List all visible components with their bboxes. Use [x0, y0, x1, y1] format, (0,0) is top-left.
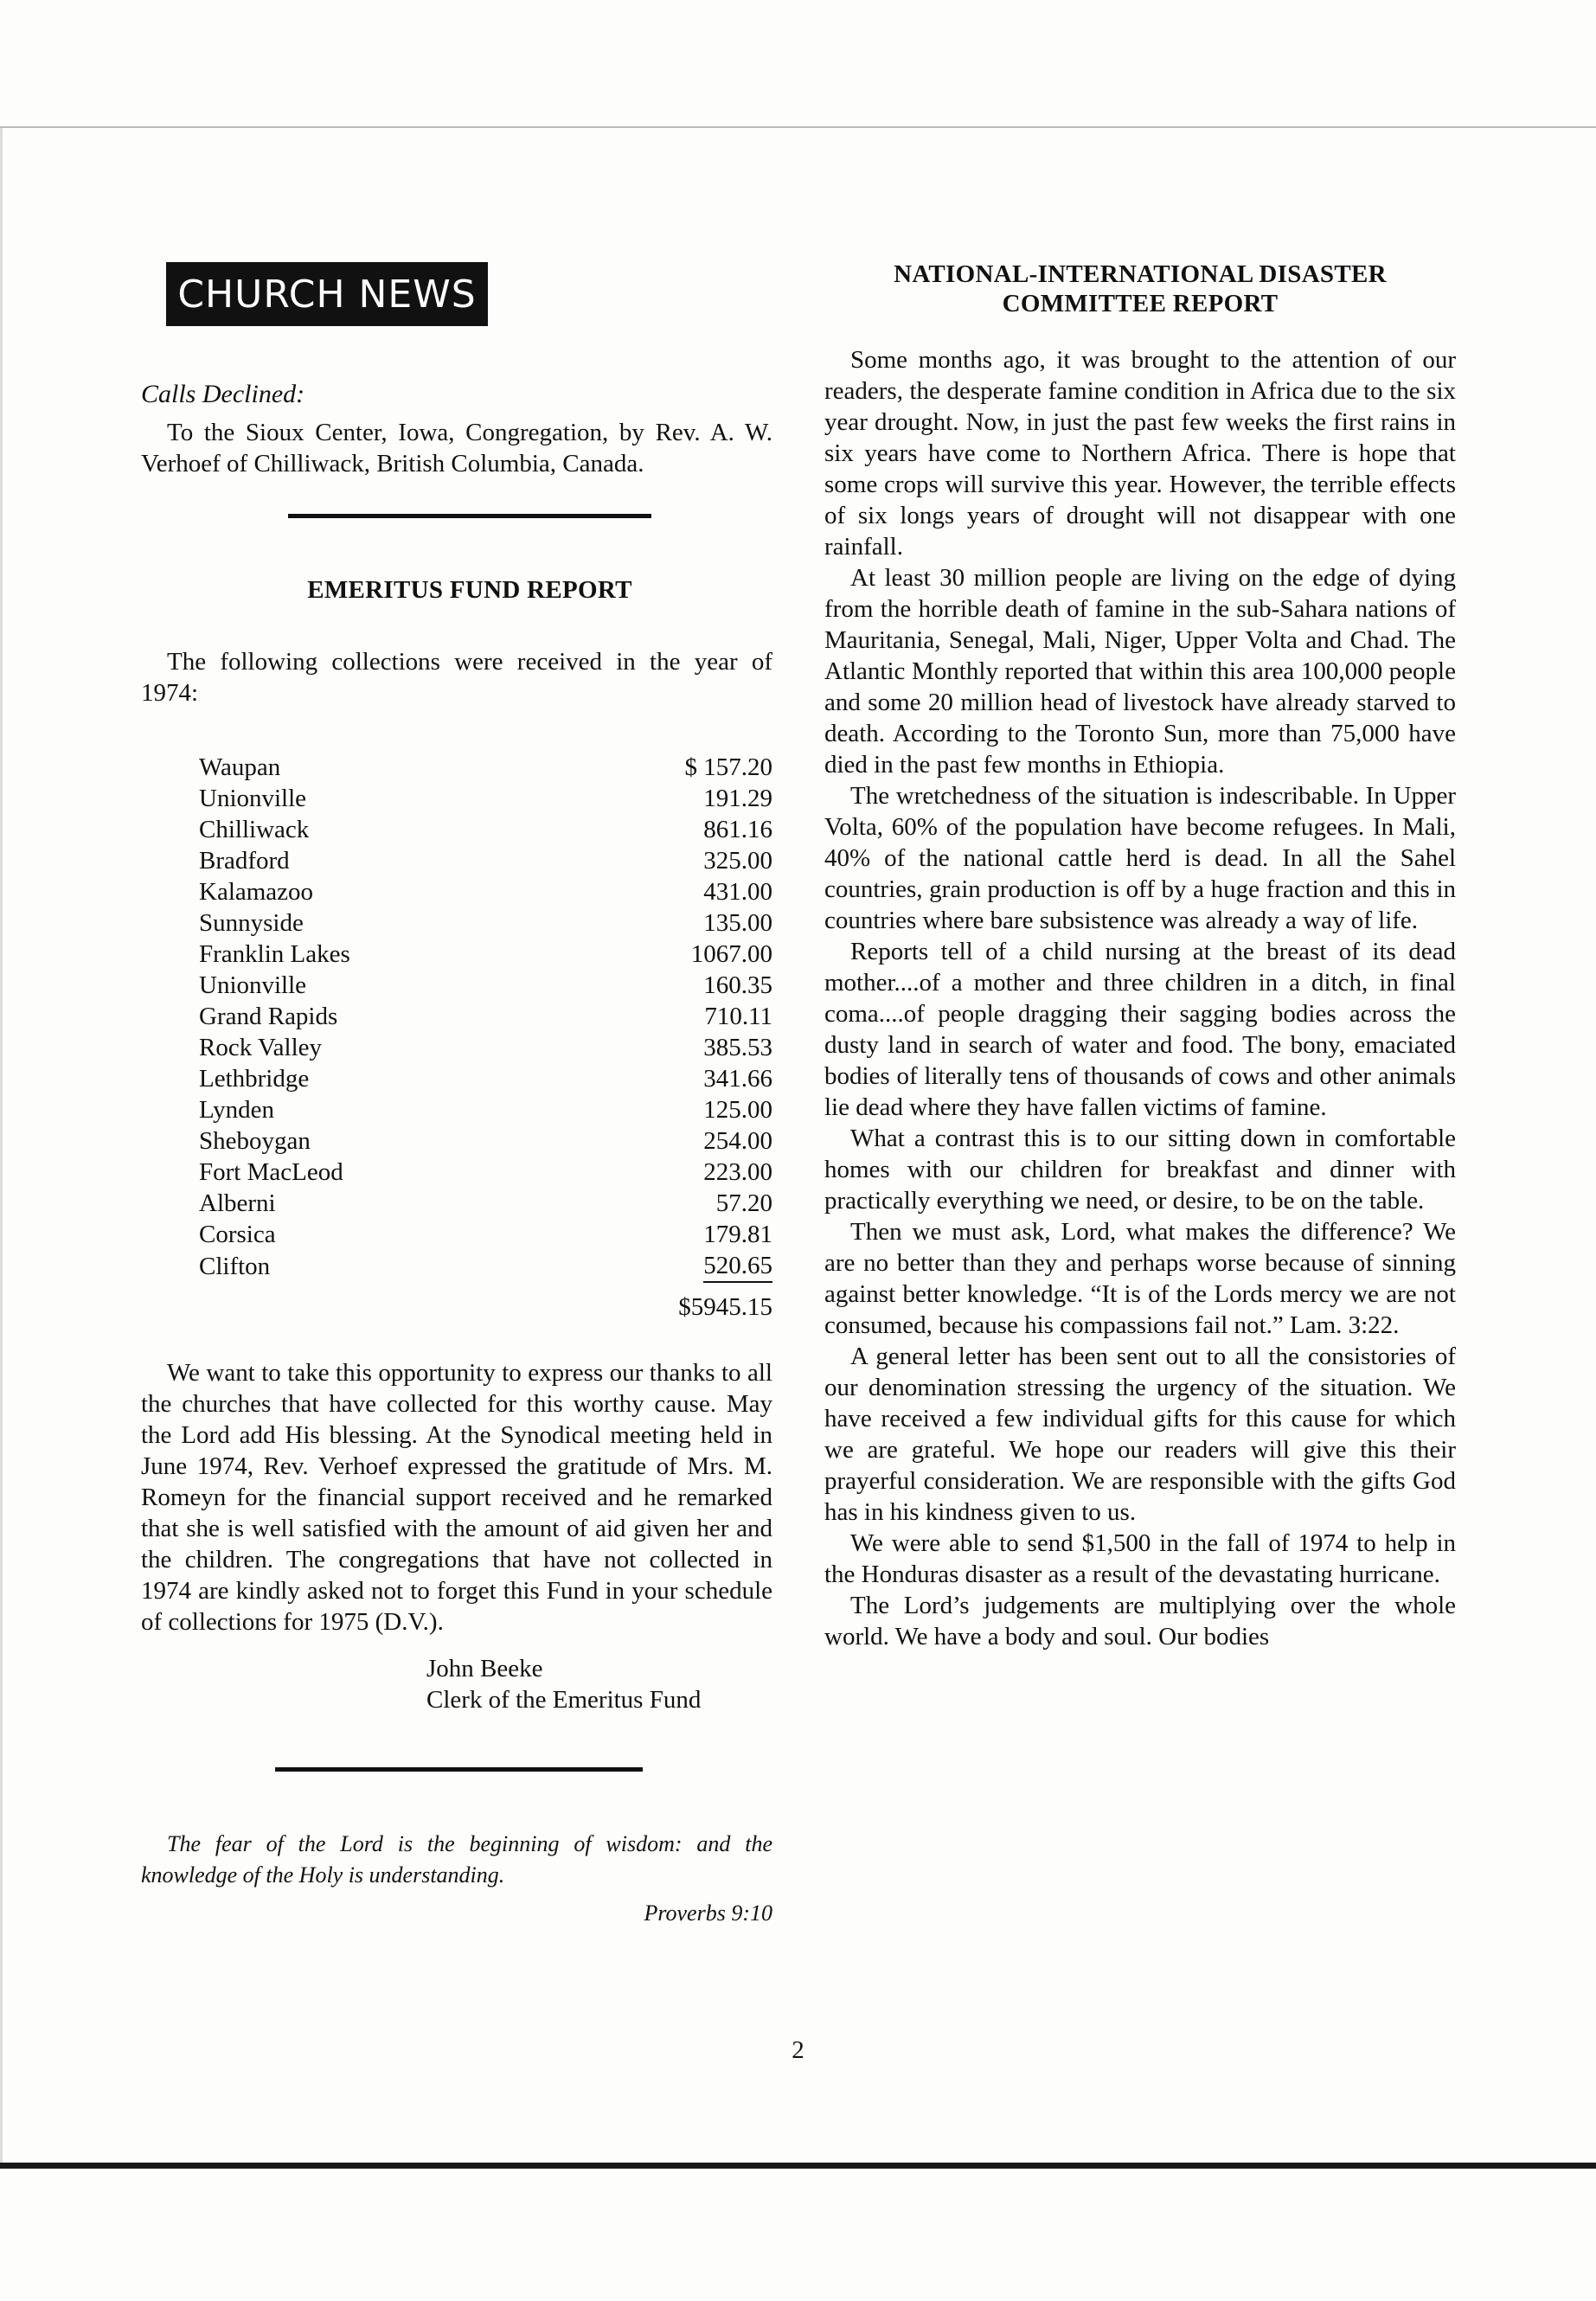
calls-declined-text: To the Sioux Center, Iowa, Congregation, by Rev. A. W. Verhoef of Chilliwack, British Columbia, Canada.: [141, 419, 772, 478]
collection-amount: 179.81: [703, 1221, 772, 1248]
table-row: [199, 876, 772, 907]
collection-amount: 385.53: [703, 1034, 772, 1061]
table-row: [199, 1001, 772, 1032]
table-row: [199, 1125, 772, 1157]
congregation-name: Rock Valley: [199, 1034, 323, 1061]
last-amount-underlined: 520.65: [703, 1250, 772, 1283]
signer-name: John Beeke: [426, 1655, 543, 1682]
disaster-paragraph: What a contrast this is to our sitting down in comfortable homes with our children for breakfast and dinner with practically everything we need, or desire, to be on the table.: [824, 1125, 1456, 1215]
congregation-name: Fort MacLeod: [199, 1158, 343, 1186]
disaster-paragraph: A general letter has been sent out to all the consistories of our denomination stressing the urgency of the situation. We have received a few individual gifts for this cause for which we are grateful. We hope our readers will give this their prayerful consideration. We are responsible with the gifts God has in his kindness given to us.: [824, 1343, 1456, 1526]
collection-total: $5945.15: [678, 1293, 772, 1321]
congregation-name: Waupan: [199, 753, 281, 781]
collection-amount: 223.00: [703, 1158, 772, 1186]
table-row: [199, 814, 772, 845]
congregation-name: Alberni: [199, 1189, 276, 1217]
table-row: [199, 1032, 772, 1063]
emeritus-thanks-paragraph: We want to take this opportunity to express our thanks to all the churches that have collected for this worthy cause. May the Lord add His blessing. At the Synodical meeting held in June 1974, Rev. Verhoef expressed the gratitude of Mrs. M. Romeyn for the financial support received and he remarked that she is well satisfied with the amount of aid given her and the children. The congregations that have not collected in 1974 are kindly asked not to forget this Fund in your schedule of collections for 1975 (D.V.).: [141, 1359, 772, 1636]
table-row: [199, 845, 772, 876]
congregation-name: Unionville: [199, 971, 307, 999]
disaster-paragraph: At least 30 million people are living on the edge of dying from the horrible death of famine in the sub-Sahara nations of Mauritania, Senegal, Mali, Niger, Upper Volta and Chad. The Atlantic Monthly reported that within this area 100,000 people and some 20 million head of livestock have already starved to death. According to the Toronto Sun, more than 75,000 have died in the past few months in Ethiopia.: [824, 564, 1456, 779]
collection-amount: 254.00: [703, 1127, 772, 1155]
church-news-masthead: CHURCH NEWS: [166, 262, 488, 326]
congregation-name: Sheboygan: [199, 1127, 311, 1155]
collection-amount: 861.16: [703, 816, 772, 843]
section-divider-2: [275, 1767, 643, 1772]
table-row: [199, 907, 772, 939]
congregation-name: Sunnyside: [199, 909, 304, 937]
table-row: [199, 752, 772, 783]
collection-amount: 341.66: [703, 1065, 772, 1093]
collection-amount: 191.29: [703, 785, 772, 812]
table-row: [199, 1063, 772, 1094]
collection-amount: [553, 1250, 772, 1283]
congregation-name: Franklin Lakes: [199, 940, 350, 968]
signer-title: Clerk of the Emeritus Fund: [426, 1686, 702, 1714]
total-label-cell: [199, 1283, 553, 1323]
congregation-name: Unionville: [199, 785, 307, 812]
page-number: 2: [792, 2036, 804, 2064]
table-row: [199, 1219, 772, 1250]
congregation-name: Clifton: [199, 1253, 271, 1280]
disaster-paragraph: We were able to send $1,500 in the fall of 1974 to help in the Honduras disaster as a result of the devastating hurricane.: [824, 1529, 1456, 1588]
calls-declined-heading: Calls Declined:: [141, 380, 305, 408]
disaster-report-body: [824, 344, 1456, 1652]
emeritus-intro: The following collections were received in the year of 1974:: [141, 648, 772, 707]
collection-amount: 431.00: [703, 878, 772, 906]
collection-amount: 325.00: [703, 847, 772, 875]
collections-table: [199, 752, 772, 1323]
disaster-paragraph: Then we must ask, Lord, what makes the difference? We are no better than they and perhaps worse because of sinning against better knowledge. “It is of the Lords mercy we are not consumed, because his compassions fail not.” Lam. 3:22.: [824, 1218, 1456, 1339]
disaster-paragraph: Reports tell of a child nursing at the breast of its dead mother....of a mother and three children in a ditch, in final coma....of people dragging their sagging bodies across the dusty land in search of water and food. The bony, emaciated bodies of literally tens of thousands of cows and other animals lie dead where they have fallen victims of famine.: [824, 938, 1456, 1121]
collection-amount: 57.20: [715, 1189, 772, 1217]
table-row: [199, 1157, 772, 1188]
signature-block: [426, 1653, 772, 1715]
total-row: [199, 1283, 772, 1323]
congregation-name: Kalamazoo: [199, 878, 314, 906]
disaster-paragraph: The wretchedness of the situation is indescribable. In Upper Volta, 60% of the population have become refugees. In Mali, 40% of the national cattle herd is dead. In all the Sahel countries, grain production is off by a huge fraction and this in countries where bare subsistence was already a way of life.: [824, 782, 1456, 934]
left-column: [141, 379, 772, 1929]
section-divider-1: [288, 514, 651, 518]
scripture-reference: Proverbs 9:10: [644, 1900, 772, 1926]
collection-amount: 125.00: [703, 1096, 772, 1124]
table-row: [199, 1188, 772, 1219]
collection-amount: 160.35: [703, 971, 772, 999]
disaster-paragraph: Some months ago, it was brought to the attention of our readers, the desperate famine condition in Africa due to the six year drought. Now, in just the past few weeks the first rains in six years have come to Northern Africa. There is hope that some crops will survive this year. However, the terrible effects of six longs years of drought will not disappear with one rainfall.: [824, 346, 1456, 561]
congregation-name: Chilliwack: [199, 816, 310, 843]
page-edge-bottom: [0, 2163, 1596, 2169]
page-edge-left: [0, 128, 3, 2163]
table-row: [199, 1250, 772, 1283]
scripture-quote: The fear of the Lord is the beginning of wisdom: and the knowledge of the Holy is understanding.: [141, 1831, 772, 1888]
table-row: [199, 939, 772, 970]
congregation-name: Lethbridge: [199, 1065, 310, 1093]
collection-amount: 710.11: [704, 1003, 772, 1030]
congregation-name: Lynden: [199, 1096, 274, 1124]
right-column: [824, 260, 1456, 1652]
emeritus-fund-title: EMERITUS FUND REPORT: [307, 576, 632, 604]
table-row: [199, 783, 772, 814]
table-row: [199, 1094, 772, 1125]
collection-amount: $ 157.20: [684, 753, 772, 781]
collection-amount: 135.00: [703, 909, 772, 937]
disaster-title-line-1: NATIONAL-INTERNATIONAL DISASTER: [894, 260, 1387, 288]
congregation-name: Grand Rapids: [199, 1003, 338, 1030]
collection-amount: 1067.00: [690, 940, 772, 968]
congregation-name: Corsica: [199, 1221, 276, 1248]
page-edge-top: [0, 126, 1596, 128]
disaster-title-line-2: COMMITTEE REPORT: [1002, 290, 1279, 317]
table-row: [199, 970, 772, 1001]
congregation-name: Bradford: [199, 847, 290, 875]
disaster-paragraph: The Lord’s judgements are multiplying over the whole world. We have a body and soul. Our bodies: [824, 1592, 1456, 1650]
